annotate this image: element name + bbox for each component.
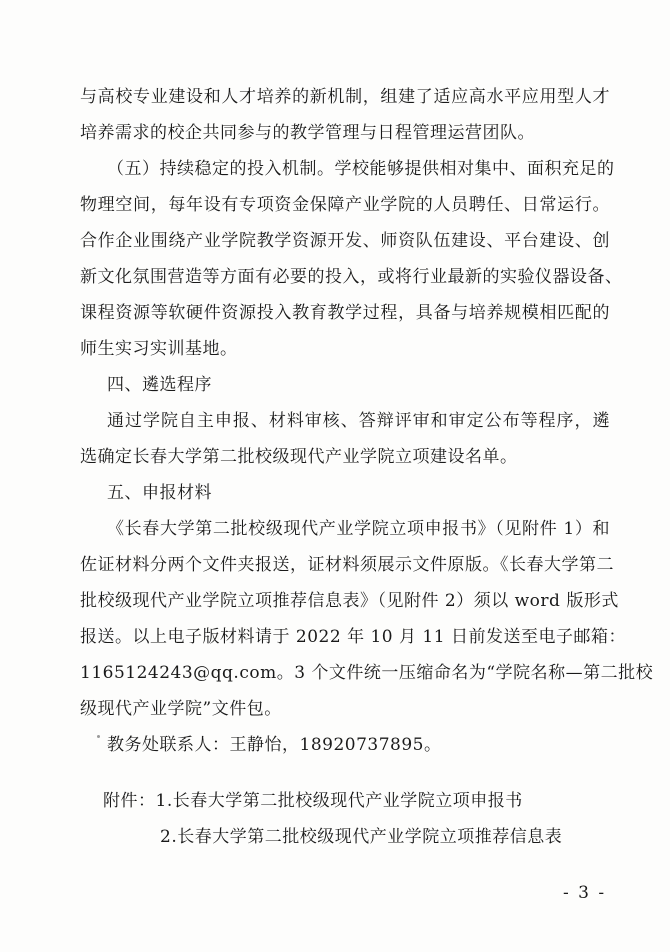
body-text-line: 新文化氛围营造等方面有必要的投入，或将行业最新的实验仪器设备、	[80, 267, 623, 287]
page-number: - 3 -	[563, 883, 607, 903]
attachment-item-2: 2.长春大学第二批校级现代产业学院立项推荐信息表	[160, 827, 563, 847]
body-text-line: 选确定长春大学第二批校级现代产业学院立项建设名单。	[80, 447, 518, 467]
body-text-line: 物理空间，每年设有专项资金保障产业学院的人员聘任、日常运行。	[80, 195, 610, 215]
section-heading-selection-procedure: 四、遴选程序	[107, 375, 212, 395]
body-text-line: 与高校专业建设和人才培养的新机制，组建了适应高水平应用型人才	[80, 87, 610, 107]
body-text-line: 师生实习实训基地。	[80, 339, 238, 359]
contact-line: 教务处联系人：王静怡，18920737895。	[107, 735, 442, 755]
scan-speck	[97, 735, 100, 738]
body-text-line: 报送。以上电子版材料请于 2022 年 10 月 11 日前发送至电子邮箱：	[80, 627, 626, 647]
section-five-heading-line: （五）持续稳定的投入机制。学校能够提供相对集中、面积充足的	[107, 159, 615, 179]
body-text-line: 1165124243@qq.com。3 个文件统一压缩命名为“学院名称—第二批校	[80, 663, 654, 683]
body-text-line: 培养需求的校企共同参与的教学管理与日程管理运营团队。	[80, 123, 535, 143]
body-text-line: 批校级现代产业学院立项推荐信息表》（见附件 2）须以 word 版形式	[80, 591, 619, 611]
body-text-line: 通过学院自主申报、材料审核、答辩评审和审定公布等程序，遴	[107, 411, 610, 431]
body-text-line: 课程资源等软硬件资源投入教育教学过程，具备与培养规模相匹配的	[80, 303, 610, 323]
section-heading-application-materials: 五、申报材料	[107, 483, 212, 503]
body-text-line: 级现代产业学院”文件包。	[80, 699, 282, 719]
body-text-line: 合作企业围绕产业学院教学资源开发、师资队伍建设、平台建设、创	[80, 231, 610, 251]
body-text-line: 《长春大学第二批校级现代产业学院立项申报书》（见附件 1）和	[107, 519, 610, 539]
attachment-item-1: 附件：1.长春大学第二批校级现代产业学院立项申报书	[103, 791, 523, 811]
body-text-line: 佐证材料分两个文件夹报送，证材料须展示文件原版。《长春大学第二	[80, 555, 614, 575]
